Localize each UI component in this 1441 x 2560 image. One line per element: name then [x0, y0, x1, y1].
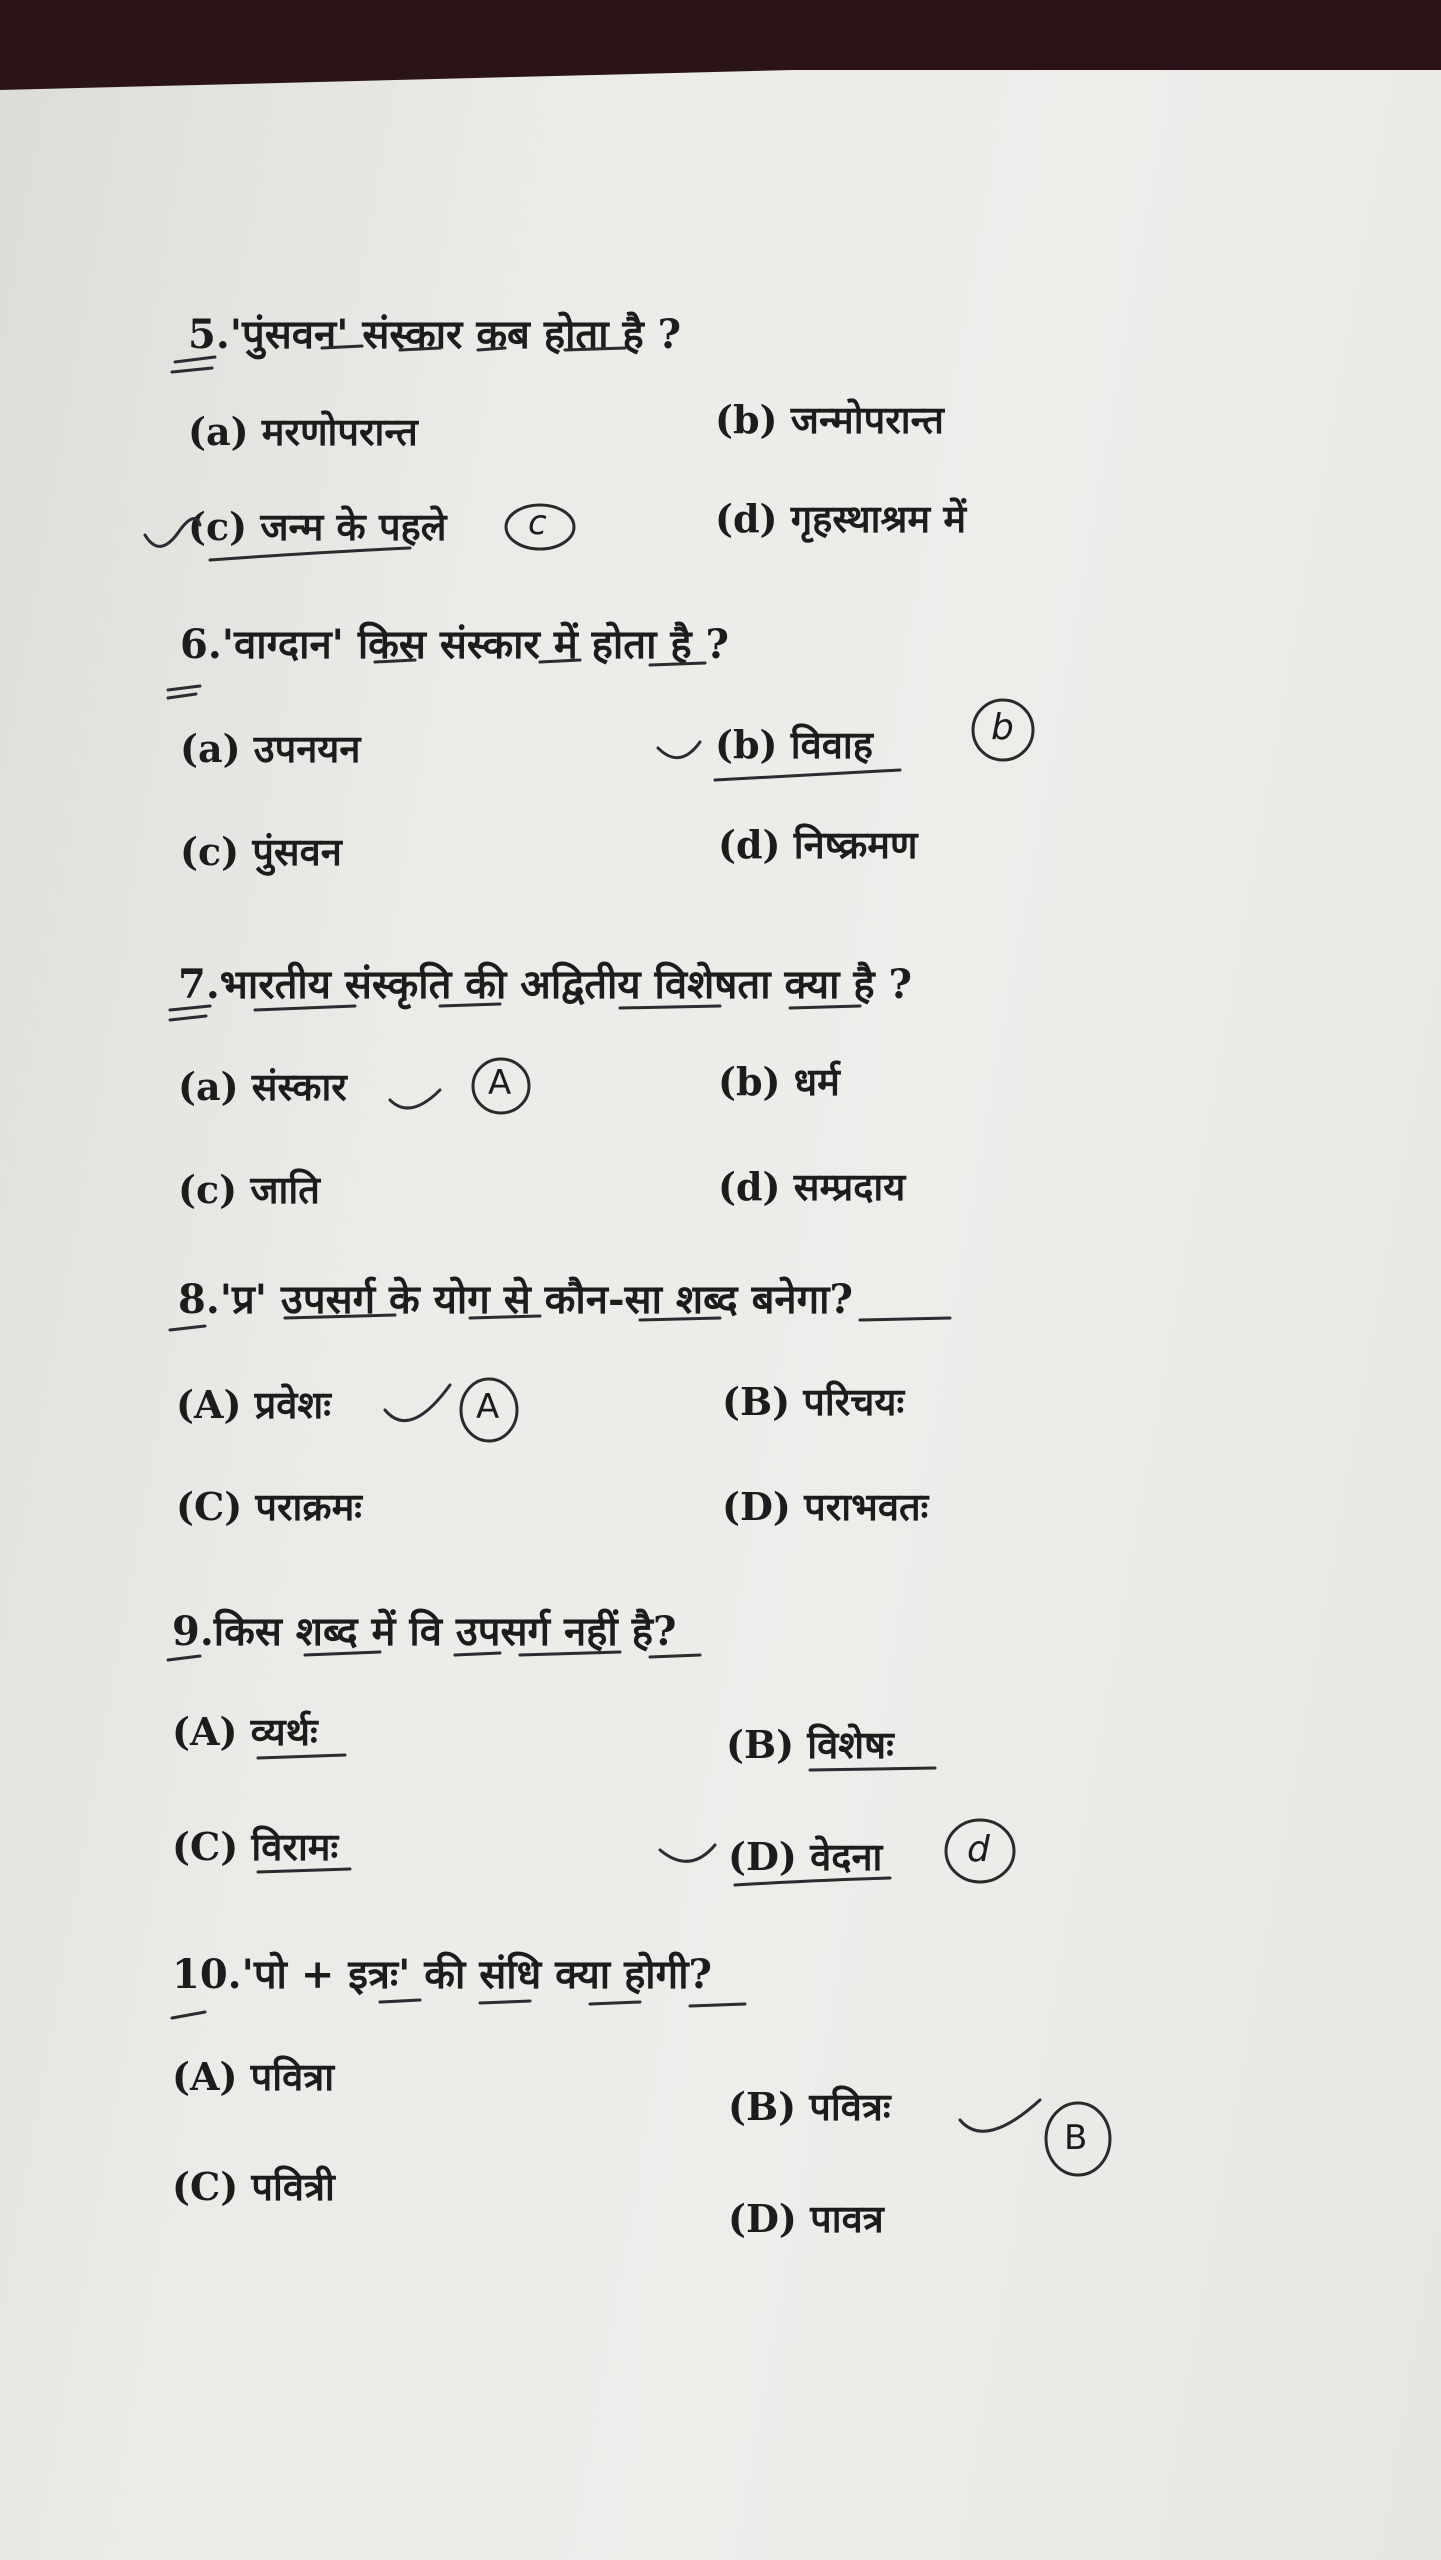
q6-answer-mark: b [968, 695, 1038, 765]
q5-answer-mark: c [500, 497, 580, 557]
q6-option-d: (d) निष्क्रमण [718, 822, 918, 867]
q5-option-d: (d) गृहस्थाश्रम में [715, 496, 967, 541]
q7-option-d: (d) सम्प्रदाय [718, 1164, 906, 1209]
q5-option-c: (c) जन्म के पहले [188, 504, 447, 549]
q6-option-a: (a) उपनयन [180, 726, 361, 771]
q9-option-d: (D) वेदना [728, 1834, 883, 1879]
q10-answer-mark: B [1040, 2098, 1116, 2180]
q5-option-a: (a) मरणोपरान्त [188, 409, 418, 454]
q7-option-b: (b) धर्म [718, 1059, 840, 1104]
q10-option-c: (C) पवित्री [172, 2164, 335, 2209]
question-8: 8.'प्र' उपसर्ग के योग से कौन-सा शब्द बनेगा? [178, 1276, 853, 1323]
q7-answer-mark: A [466, 1055, 536, 1117]
q9-option-a: (A) व्यर्थः [172, 1709, 318, 1754]
q8-answer-mark: A [455, 1375, 523, 1445]
question-10: 10.'पो + इत्रः' की संधि क्या होगी? [172, 1951, 712, 1998]
q8-option-c: (C) पराक्रमः [176, 1484, 362, 1529]
q10-option-d: (D) पावत्र [728, 2196, 884, 2241]
q8-option-d: (D) पराभवतः [722, 1484, 929, 1529]
q6-option-c: (c) पुंसवन [180, 829, 342, 874]
question-9: 9.किस शब्द में वि उपसर्ग नहीं है? [172, 1608, 677, 1655]
q8-option-a: (A) प्रवेशः [176, 1382, 331, 1427]
q8-option-b: (B) परिचयः [722, 1379, 905, 1424]
q7-option-c: (c) जाति [178, 1167, 320, 1212]
q9-option-c: (C) विरामः [172, 1824, 339, 1869]
question-6: 6.'वाग्दान' किस संस्कार में होता है ? [180, 621, 729, 668]
question-5: 5.'पुंसवन' संस्कार कब होता है ? [188, 311, 682, 358]
q9-option-b: (B) विशेषः [726, 1722, 894, 1767]
q10-option-b: (B) पवित्रः [728, 2084, 891, 2129]
q6-option-b: (b) विवाह [715, 722, 873, 767]
q9-answer-mark: d [940, 1815, 1020, 1887]
q5-option-b: (b) जन्मोपरान्त [715, 397, 944, 442]
q7-option-a: (a) संस्कार [178, 1064, 347, 1109]
q10-option-a: (A) पवित्रा [172, 2054, 335, 2099]
question-7: 7.भारतीय संस्कृति की अद्वितीय विशेषता क्या है ? [178, 961, 912, 1008]
